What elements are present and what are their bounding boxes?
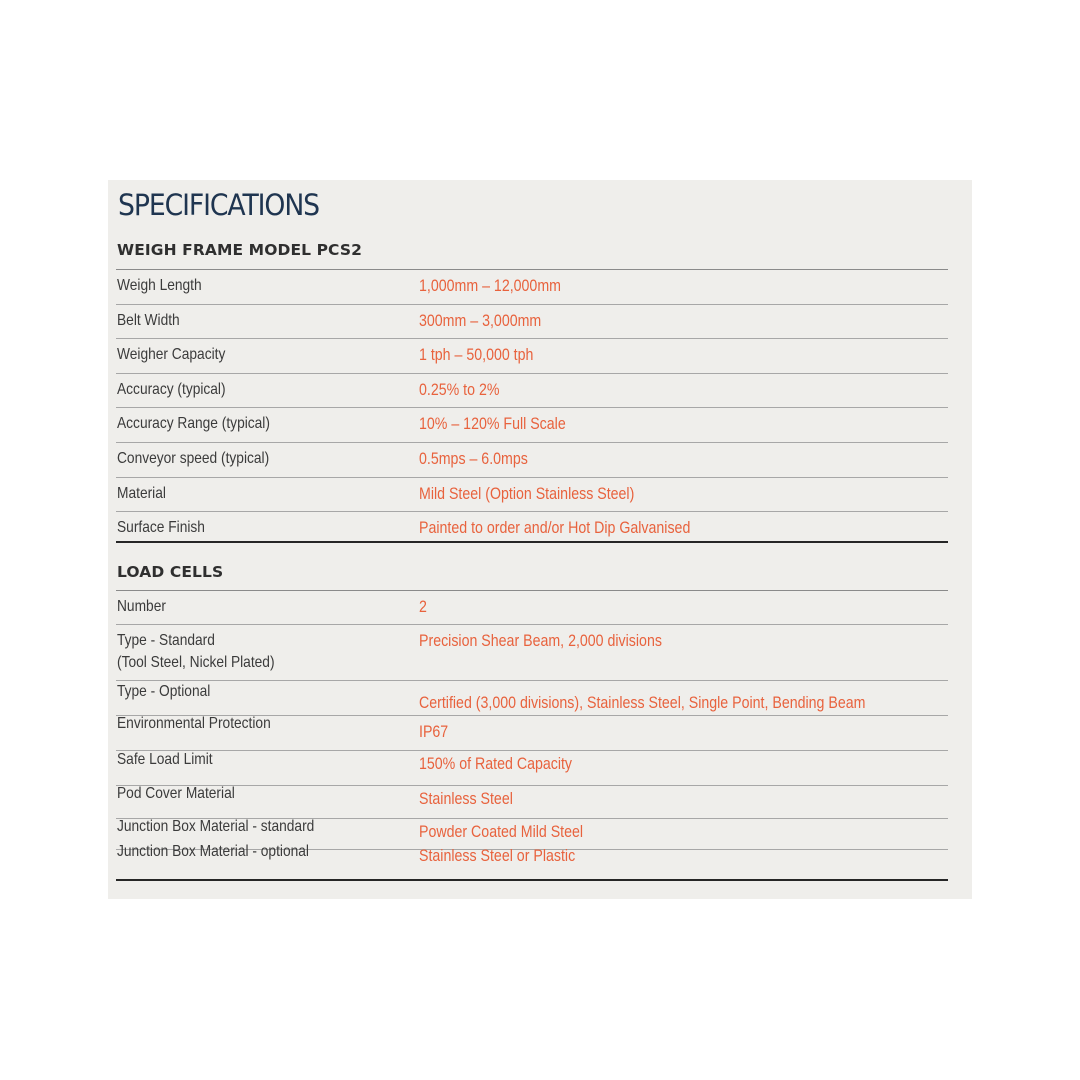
spec-label-main: Type - Standard [117,631,215,649]
spec-value: 10% – 120% Full Scale [419,415,566,434]
spec-label: Surface Finish [117,519,205,537]
spec-label [117,630,366,674]
section-end-rule [116,879,948,881]
spec-label: Accuracy Range (typical) [117,415,270,433]
spec-row [116,442,948,477]
spec-row [116,750,948,785]
spec-label: Material [117,484,166,502]
page-title: SPECIFICATIONS [118,188,320,222]
spec-row [116,590,948,624]
spec-row [116,477,948,512]
spec-label: Weigh Length [117,277,202,294]
spec-value: 1 tph – 50,000 tph [419,346,534,365]
spec-row [116,304,948,339]
spec-value: 300mm – 3,000mm [419,311,542,330]
spec-value: 0.25% to 2% [419,380,500,399]
spec-row [116,269,948,304]
spec-label: Conveyor speed (typical) [117,449,270,467]
spec-value: Certified (3,000 divisions), Stainless Steel, Single Point, Bending Beam [419,693,866,712]
spec-label: Number [117,598,166,615]
spec-row [116,680,948,715]
spec-row [116,407,948,442]
spec-row [116,715,948,750]
spec-value: 2 [419,598,427,616]
spec-label: Accuracy (typical) [117,380,226,398]
spec-label: Junction Box Material - standard [117,817,315,835]
spec-label: Belt Width [117,311,180,329]
spec-value: Stainless Steel or Plastic [419,846,576,865]
spec-row [116,338,948,373]
spec-label: Type - Optional [117,682,211,700]
spec-value: Mild Steel (Option Stainless Steel) [419,484,635,503]
load-cells-spec-table [116,590,948,881]
spec-row [116,511,948,541]
spec-value: IP67 [419,722,449,741]
section-end-rule [116,541,948,543]
spec-label: Pod Cover Material [117,784,235,802]
spec-row [116,624,948,680]
spec-value: 1,000mm – 12,000mm [419,277,561,295]
section-heading-weigh-frame: WEIGH FRAME MODEL PCS2 [117,241,362,259]
spec-value: Powder Coated Mild Steel [419,822,584,841]
specifications-card [108,180,972,899]
spec-row [116,785,948,818]
spec-row [116,842,948,879]
section-heading-load-cells: LOAD CELLS [117,563,224,581]
spec-label: Environmental Protection [117,714,271,732]
spec-value: 150% of Rated Capacity [419,754,573,773]
spec-value: Precision Shear Beam, 2,000 divisions [419,631,662,650]
spec-label: Safe Load Limit [117,750,213,768]
spec-value: Stainless Steel [419,789,513,808]
spec-row [116,373,948,408]
spec-value: 0.5mps – 6.0mps [419,449,528,468]
spec-value: Painted to order and/or Hot Dip Galvanised [419,519,691,538]
spec-label: Junction Box Material - optional [117,842,309,860]
spec-label-sub: (Tool Steel, Nickel Plated) [117,653,275,671]
weigh-frame-spec-table [116,269,948,543]
spec-label: Weigher Capacity [117,346,226,364]
